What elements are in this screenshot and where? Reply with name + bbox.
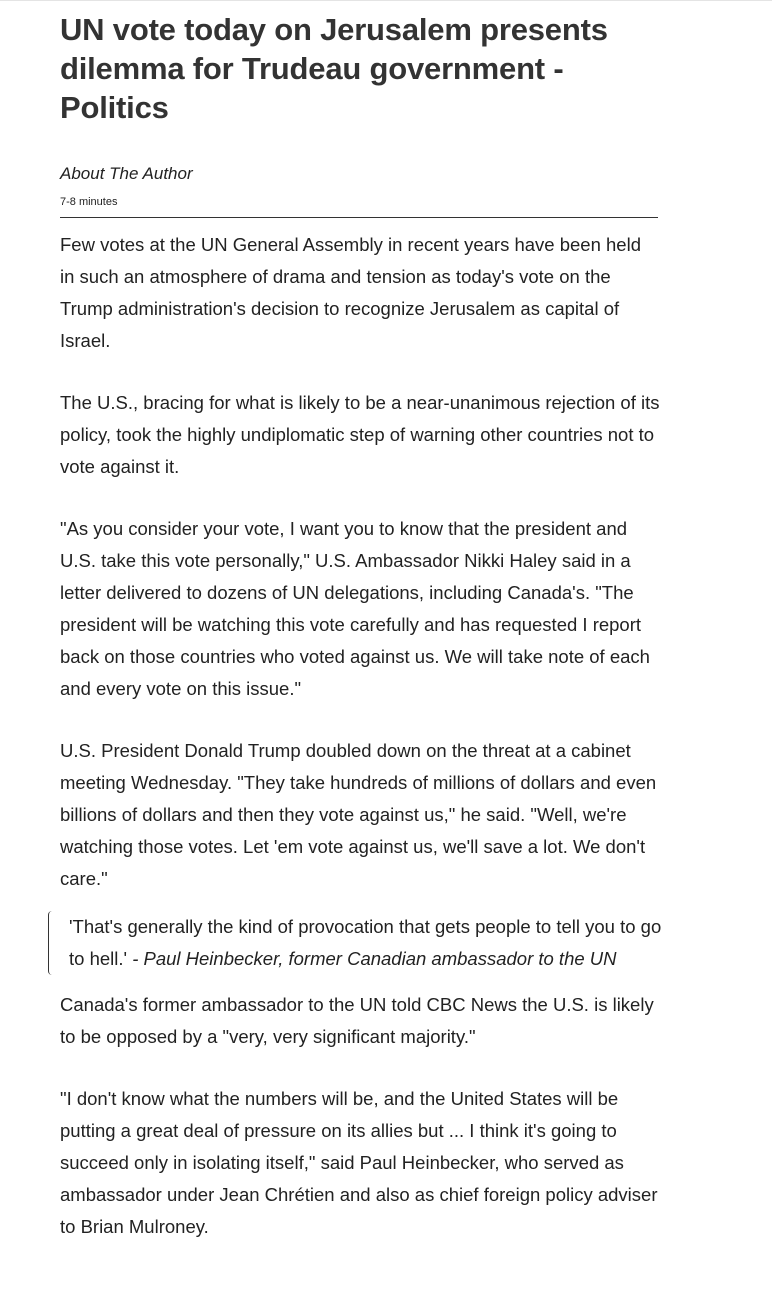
paragraph: The U.S., bracing for what is likely to be a near-unanimous rejection of its policy, took the highly undiplomatic step of warning other countries not to vote against it. xyxy=(60,392,660,477)
paragraph: Few votes at the UN General Assembly in recent years have been held in such an atmosphere of drama and tension as today's vote on the Trump administration's decision to recognize Jerusalem as capital of Israel. xyxy=(60,234,641,351)
paragraph: "As you consider your vote, I want you to know that the president and U.S. take this vote personally," U.S. Ambassador Nikki Haley said in a letter delivered to dozens of UN delegations, including Canada's. "The president will be watching this vote carefully and has requested I report back on those countries who voted against us. We will take note of each and every vote on this issue." xyxy=(60,518,650,699)
pull-quote-attribution: - Paul Heinbecker, former Canadian ambassador to the UN xyxy=(132,948,617,969)
article-body xyxy=(60,229,660,1243)
header-divider xyxy=(60,217,658,218)
article-title: UN vote today on Jerusalem presents dilemma for Trudeau government - Politics xyxy=(60,12,608,125)
pull-quote xyxy=(48,911,669,975)
pull-quote-text: 'That's generally the kind of provocation that gets people to tell you to go to hell.' xyxy=(69,916,662,969)
paragraph: Canada's former ambassador to the UN told CBC News the U.S. is likely to be opposed by a "very, very significant majority." xyxy=(60,994,654,1047)
article xyxy=(60,10,660,1273)
paragraph: U.S. President Donald Trump doubled down on the threat at a cabinet meeting Wednesday. "They take hundreds of millions of dollars and even billions of dollars and then they vote against us," he said. "Well, we're watching those votes. Let 'em vote against us, we'll save a lot. We don't care." xyxy=(60,740,657,889)
page-top-border xyxy=(0,0,772,1)
author-byline: About The Author xyxy=(60,164,193,183)
reading-time: 7-8 minutes xyxy=(60,196,118,208)
paragraph: "I don't know what the numbers will be, and the United States will be putting a great deal of pressure on its allies but ... I think it's going to succeed only in isolating itself," said Paul Heinbecker, who served as ambassador under Jean Chrétien and also as chief foreign policy adviser to Brian Mulroney. xyxy=(60,1088,658,1237)
